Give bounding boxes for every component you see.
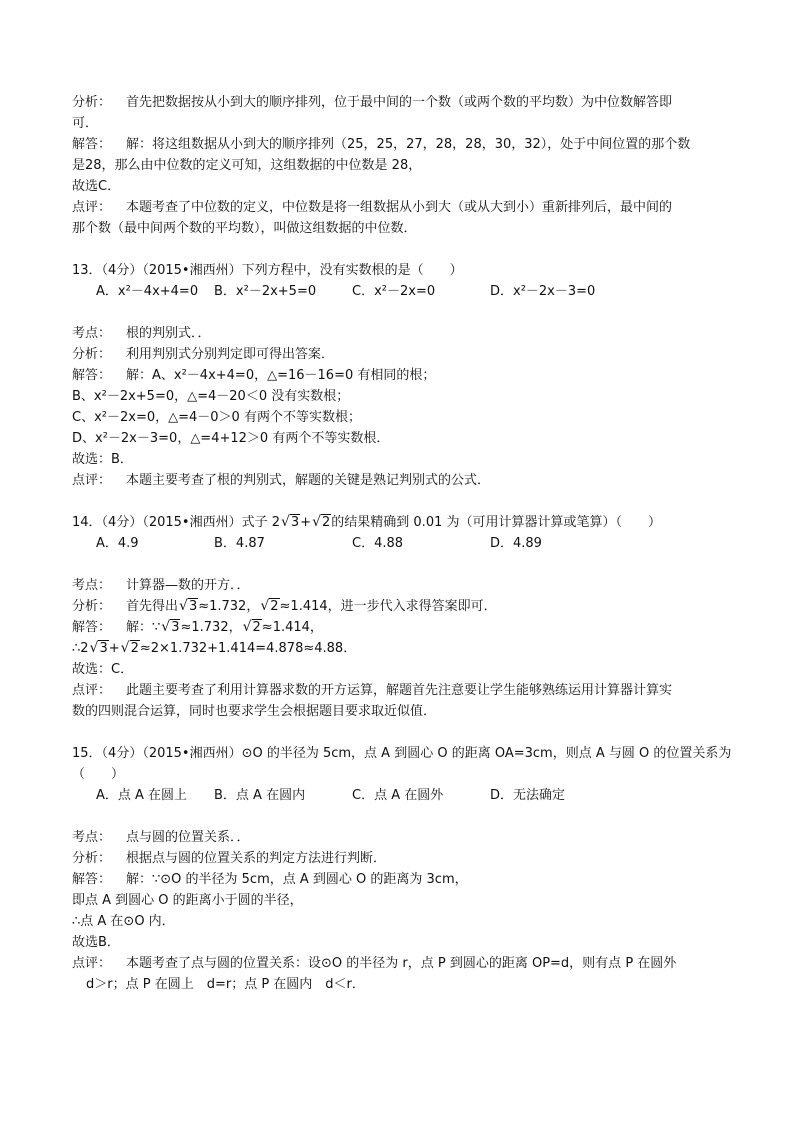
- q12-comment-line: [72, 197, 732, 218]
- q12-comment-text: 本题考查了中位数的定义，中位数是将一组数据从小到大（或从大到小）重新排列后，最中间的: [126, 200, 673, 215]
- q12-choose: 故选C．: [72, 179, 121, 194]
- q15-answer-text: 解：∵⊙O 的半径为 5cm，点 A 到圆心 O 的距离为 3cm，: [126, 872, 468, 887]
- comment-tag: 点评：: [72, 956, 112, 971]
- q15-analysis-text: 根据点与圆的位置关系的判定方法进行判断．: [126, 851, 387, 866]
- q15-analysis-line: [72, 848, 732, 869]
- q15-comment-cont: d＞r；点 P 在圆上 d=r；点 P 在圆内 d＜r．: [86, 977, 365, 992]
- comment-tag: 点评：: [72, 683, 112, 698]
- q15-stem: 15．（4分）（2015•湘西州）⊙O 的半径为 5cm，点 A 到圆心 O 的距离 OA=3cm，则点 A 与圆 O 的位置关系为: [72, 746, 732, 761]
- document-page: [72, 92, 732, 995]
- q13-answer-d: D、x²－2x－3=0，△=4+12＞0 有两个不等实数根．: [72, 431, 390, 446]
- answer-tag: 解答：: [72, 368, 112, 383]
- q12-answer-cont: 是28，那么由中位数的定义可知，这组数据的中位数是 28，: [72, 158, 422, 173]
- q13-option-a: A．x²－4x+4=0: [96, 284, 199, 299]
- q14-comment-line: [72, 680, 732, 701]
- q12-analysis-cont: 可．: [72, 116, 99, 131]
- q13-option-b: B．x²－2x+5=0: [214, 284, 317, 299]
- q14-option-d: D．4.89: [490, 536, 542, 551]
- sqrt-2: √2: [242, 619, 261, 635]
- q13-point-text: 根的判别式．．: [126, 326, 211, 341]
- q14-point-text: 计算器—数的开方．．: [126, 578, 250, 593]
- q15-point-text: 点与圆的位置关系．．: [126, 830, 250, 845]
- sqrt-3: √3: [179, 598, 198, 614]
- q13-answer-line: [72, 365, 732, 386]
- sqrt-3: √3: [161, 619, 180, 635]
- q15-stem-cont: （ ）: [72, 767, 125, 782]
- q14-analysis-mid: ≈1.732，: [198, 599, 260, 614]
- q14-point-line: [72, 575, 732, 596]
- q15-option-c: C．点 A 在圆外: [352, 788, 444, 803]
- sqrt-3: √3: [280, 514, 300, 530]
- sqrt-2: √2: [120, 640, 139, 656]
- q14-comment-cont: 数的四则混合运算，同时也要求学生会根据题目要求取近似值．: [72, 704, 437, 719]
- sqrt-2: √2: [312, 514, 331, 530]
- answer-tag: 解答：: [72, 872, 112, 887]
- q15-options: [72, 785, 732, 806]
- comment-tag: 点评：: [72, 473, 112, 488]
- analysis-tag: 分析：: [72, 95, 112, 110]
- q14-analysis-suffix: ≈1.414，进一步代入求得答案即可．: [279, 599, 497, 614]
- q15-option-b: B．点 A 在圆内: [214, 788, 306, 803]
- q14-therefore-line: ∴2√3+√2≈2×1.732+1.414=4.878≈4.88．: [72, 638, 732, 659]
- q13-option-d: D．x²－2x－3=0: [490, 284, 596, 299]
- q14-options: [72, 533, 732, 554]
- q13-answer-c: C、x²－2x=0，△=4－0＞0 有两个不等实数根；: [72, 410, 361, 425]
- q14-answer-prefix: 解：∵: [126, 620, 161, 635]
- q12-analysis-line: [72, 92, 732, 113]
- q12-analysis-text: 首先把数据按从小到大的顺序排列，位于最中间的一个数（或两个数的平均数）为中位数解答即: [126, 95, 673, 110]
- point-tag: 考点：: [72, 578, 112, 593]
- q14-stem-suffix: 的结果精确到 0.01 为（可用计算器计算或笔算）（ ）: [331, 515, 661, 530]
- q13-options: [72, 281, 732, 302]
- analysis-tag: 分析：: [72, 347, 112, 362]
- q15-comment-line: [72, 953, 732, 974]
- answer-tag: 解答：: [72, 137, 112, 152]
- q14-therefore-prefix: ∴2: [72, 641, 89, 656]
- q13-point-line: [72, 323, 732, 344]
- q15-point-line: [72, 827, 732, 848]
- q15-answer-line: [72, 869, 732, 890]
- q15-answer-2: 即点 A 到圆心 O 的距离小于圆的半径，: [72, 893, 303, 908]
- q13-answer-b: B、x²－2x+5=0，△=4－20＜0 没有实数根；: [72, 389, 350, 404]
- q13-choose: 故选：B．: [72, 452, 133, 467]
- answer-tag: 解答：: [72, 620, 112, 635]
- q14-answer-line: [72, 617, 732, 638]
- q13-comment-line: [72, 470, 732, 491]
- q14-answer-mid: ≈1.732，: [180, 620, 242, 635]
- q13-stem: 13．（4分）（2015•湘西州）下列方程中，没有实数根的是（ ）: [72, 263, 463, 278]
- q13-analysis-text: 利用判别式分别判定即可得出答案．: [126, 347, 335, 362]
- q15-choose: 故选B．: [72, 935, 120, 950]
- point-tag: 考点：: [72, 830, 112, 845]
- q14-option-c: C．4.88: [352, 536, 404, 551]
- q13-answer-text: 解：A、x²－4x+4=0，△=16－16=0 有相同的根；: [126, 368, 436, 383]
- point-tag: 考点：: [72, 326, 112, 341]
- q13-comment-text: 本题主要考查了根的判别式，解题的关键是熟记判别式的公式．: [126, 473, 491, 488]
- q15-option-d: D．无法确定: [490, 788, 566, 803]
- analysis-tag: 分析：: [72, 599, 112, 614]
- q14-stem-prefix: 14．（4分）（2015•湘西州）式子 2: [72, 515, 280, 530]
- q14-comment-text: 此题主要考查了利用计算器求数的开方运算，解题首先注意要让学生能够熟练运用计算器计算实: [126, 683, 673, 698]
- q13-option-c: C．x²－2x=0: [352, 284, 436, 299]
- q12-answer-text: 解：将这组数据从小到大的顺序排列（25，25，27，28，28，30，32），处于中间位置的那个数: [126, 137, 691, 152]
- q15-answer-3: ∴点 A 在⊙O 内．: [72, 914, 175, 929]
- q14-analysis-prefix: 首先得出: [126, 599, 179, 614]
- sqrt-2: √2: [260, 598, 279, 614]
- q12-comment-cont: 那个数（最中间两个数的平均数），叫做这组数据的中位数．: [72, 221, 417, 236]
- q14-therefore-suffix: ≈2×1.732+1.414=4.878≈4.88．: [139, 641, 357, 656]
- q14-analysis-line: [72, 596, 732, 617]
- q15-comment-text: 本题考查了点与圆的位置关系：设⊙O 的半径为 r，点 P 到圆心的距离 OP=d，则有点 P 在圆外: [126, 956, 677, 971]
- q14-stem: 14．（4分）（2015•湘西州）式子 2√3+√2的结果精确到 0.01 为（可用计算器计算或笔算）（ ）: [72, 512, 732, 533]
- q15-option-a: A．点 A 在圆上: [96, 788, 188, 803]
- q14-choose: 故选：C．: [72, 662, 134, 677]
- q14-answer-suffix: ≈1.414，: [261, 620, 323, 635]
- q13-analysis-line: [72, 344, 732, 365]
- comment-tag: 点评：: [72, 200, 112, 215]
- analysis-tag: 分析：: [72, 851, 112, 866]
- sqrt-3: √3: [89, 640, 108, 656]
- q14-option-b: B．4.87: [214, 536, 265, 551]
- q12-answer-line: [72, 134, 732, 155]
- q14-option-a: A．4.9: [96, 536, 139, 551]
